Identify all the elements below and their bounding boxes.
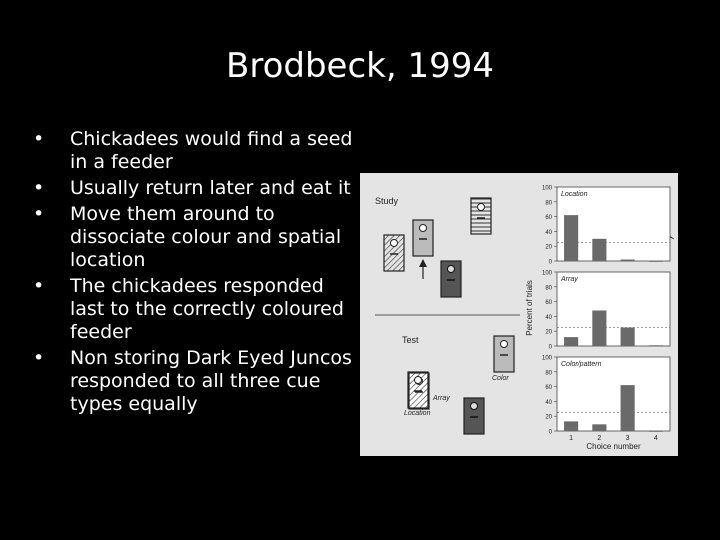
y-tick-label: 80 bbox=[545, 200, 552, 207]
panel-title: Array bbox=[561, 276, 578, 283]
panel-frame bbox=[557, 272, 670, 346]
bar bbox=[621, 328, 635, 347]
feeder-icon bbox=[441, 261, 461, 297]
array-feeder-label: Array bbox=[433, 395, 450, 402]
y-tick-label: 40 bbox=[545, 314, 552, 321]
bar bbox=[621, 385, 635, 431]
y-tick-label: 100 bbox=[541, 185, 552, 192]
bullet-item: • The chickadees responded last to the correctly coloured feeder bbox=[30, 275, 360, 344]
chart-panel bbox=[542, 271, 670, 351]
y-tick-label: 100 bbox=[541, 270, 552, 277]
chart-panel bbox=[542, 356, 670, 436]
y-tick-label: 0 bbox=[548, 429, 552, 436]
bar bbox=[564, 421, 578, 431]
y-tick-label: 0 bbox=[548, 259, 552, 266]
bar bbox=[592, 310, 606, 346]
y-tick-label: 80 bbox=[545, 285, 552, 292]
y-tick-label: 100 bbox=[541, 355, 552, 362]
x-tick-label: 2 bbox=[597, 435, 602, 442]
bullet-item: • Non storing Dark Eyed Juncos responded to all three cue types equally bbox=[30, 347, 360, 416]
panel-title: Location bbox=[561, 191, 588, 198]
bar-chart-panels bbox=[525, 186, 670, 452]
y-tick-label: 20 bbox=[545, 244, 552, 251]
bar bbox=[564, 215, 578, 261]
y-tick-label: 40 bbox=[545, 229, 552, 236]
bar bbox=[649, 345, 663, 346]
x-tick-label: 1 bbox=[569, 435, 574, 442]
bullet-item: • Chickadees would find a seed in a feeder bbox=[30, 128, 360, 174]
feeder-icon bbox=[464, 398, 484, 434]
y-tick-label: 0 bbox=[548, 344, 552, 351]
color-feeder-label: Color bbox=[492, 375, 509, 382]
study-label: Study bbox=[375, 196, 399, 206]
y-tick-label: 60 bbox=[545, 300, 552, 307]
test-label: Test bbox=[402, 335, 419, 345]
panel-frame bbox=[557, 357, 670, 431]
feeder-icon bbox=[408, 372, 428, 408]
location-feeder-label: Location bbox=[404, 410, 431, 417]
y-tick-label: 20 bbox=[545, 414, 552, 421]
y-tick-label: 20 bbox=[545, 329, 552, 336]
arrow-up-icon bbox=[419, 259, 427, 279]
bar bbox=[592, 424, 606, 431]
bullet-item: • Move them around to dissociate colour and spatial location bbox=[30, 203, 360, 272]
bar bbox=[649, 261, 663, 262]
bar bbox=[564, 337, 578, 346]
x-tick-label: 4 bbox=[653, 435, 658, 442]
x-axis-label: Choice number bbox=[586, 442, 641, 451]
panel-title: Color/pattern bbox=[561, 361, 602, 368]
bar bbox=[621, 260, 635, 261]
feeder-icon bbox=[384, 235, 404, 271]
feeder-icon bbox=[413, 220, 433, 256]
y-tick-label: 40 bbox=[545, 399, 552, 406]
bullet-item: • Usually return later and eat it bbox=[30, 177, 360, 200]
slide-title: Brodbeck, 1994 bbox=[226, 46, 494, 86]
y-axis-label: Percent of trials bbox=[525, 280, 534, 336]
bar bbox=[649, 431, 663, 432]
bullet-list bbox=[30, 128, 360, 419]
feeder-icon bbox=[494, 336, 514, 372]
x-tick-label: 3 bbox=[625, 435, 630, 442]
y-tick-label: 60 bbox=[545, 385, 552, 392]
chart-panel bbox=[542, 186, 670, 266]
brodbeck-figure bbox=[360, 173, 678, 456]
y-tick-label: 80 bbox=[545, 370, 552, 377]
y-tick-label: 60 bbox=[545, 215, 552, 222]
feeder-icon bbox=[471, 198, 491, 234]
bar bbox=[592, 239, 606, 261]
figure-svg bbox=[360, 173, 678, 456]
